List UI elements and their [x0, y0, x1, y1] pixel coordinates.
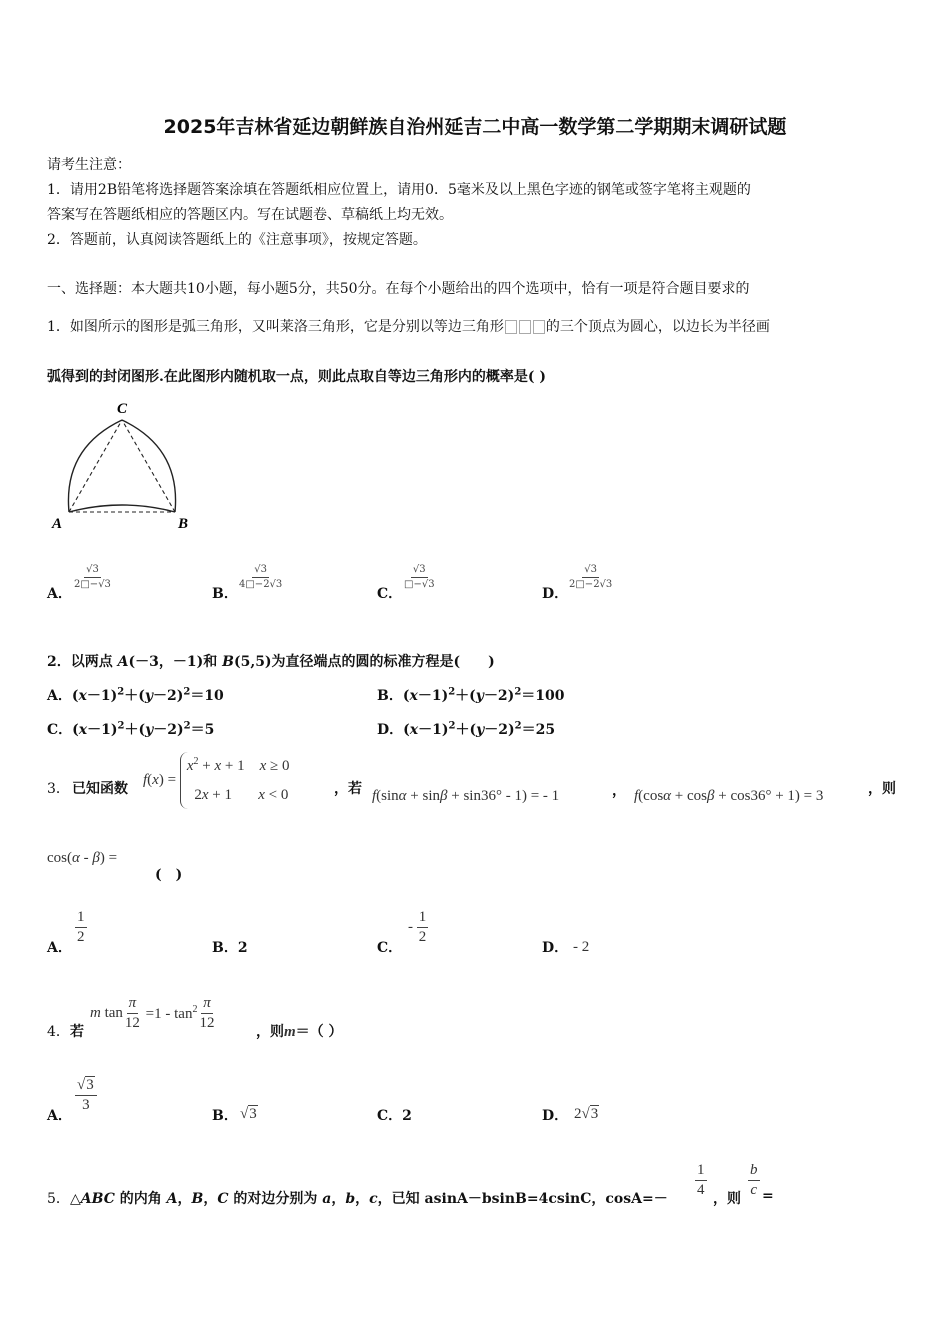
q5-equals: =	[762, 1188, 774, 1204]
q3-ruo: ，若	[334, 781, 362, 797]
q3-number: 3．	[47, 781, 70, 797]
q5-equation: asinA－bsinB=4csinC，cosA=－	[424, 1191, 668, 1207]
q2-option-b-label: B．	[377, 688, 403, 704]
q3-ze: ，则	[868, 781, 896, 797]
q3-option-a-value: $\frac{1}{2}$	[77, 909, 85, 945]
side-ac	[69, 420, 122, 512]
q1-option-c-fraction	[402, 565, 437, 590]
q4-option-c-label: C．	[377, 1108, 403, 1124]
q3-answer-paren: ( )	[155, 867, 183, 883]
q1-option-b-num: √3	[252, 565, 269, 578]
q1-option-d-fraction	[567, 565, 614, 590]
q3-piecewise-function: $f(x) = x^2 + x + 1$ x ≥ 0 2x + 1 x < 0	[143, 752, 290, 809]
q4-option-a-value: $\frac{√3}{3}$	[75, 1078, 97, 1113]
q1-option-a-den: 2□−√3	[74, 579, 111, 590]
q1-option-b-den: 4□−2√3	[239, 579, 283, 590]
q4-equation: m tan $\frac{\pi}{12}$ $=1 - \tan^2$ $\frac{\pi}{12}$	[90, 995, 215, 1031]
q5-stem: △ABC 的内角 A，B，C 的对边分别为 a，b，c，已知 asinA－bsinB=4csinC，cosA=－	[70, 1191, 668, 1207]
q5-fraction-quarter: $\frac{1}{4}$	[697, 1162, 705, 1198]
q1-option-d-num: √3	[582, 565, 599, 578]
q3-option-b	[212, 937, 248, 957]
q4-option-a-label: A．	[47, 1108, 72, 1124]
q3-condition-2: f(cosα + cosβ + cos36° + 1) = 3	[634, 788, 824, 804]
q5-number: 5．	[47, 1191, 70, 1207]
q2-option-a-label: A．	[47, 688, 72, 704]
q4-tail: ＝（ ）	[295, 1024, 343, 1040]
q5-mid: 的内角	[114, 1191, 167, 1207]
side-bc	[122, 420, 175, 512]
q4-option-b-value: √3	[240, 1106, 257, 1122]
notice-line-2: 2．答题前，认真阅读答题纸上的《注意事项》，按规定答题。	[47, 232, 427, 248]
q1-option-a-label: A．	[47, 586, 72, 602]
q4-option-d-label: D．	[542, 1108, 569, 1124]
q2-option-d-label: D．	[377, 722, 404, 738]
arc-ab	[69, 505, 175, 512]
notice-line-1a: 1．请用2B铅笔将选择题答案涂填在答题纸相应位置上，请用0．5毫米及以上黑色字迹的钢笔或签字笔将主观题的	[47, 182, 751, 198]
q5-tail: 的对边分别为	[228, 1191, 323, 1207]
q1-option-b-label: B．	[212, 586, 238, 602]
q2-stem-a: 2．以两点	[47, 654, 118, 670]
vertex-label-b: B	[178, 516, 189, 532]
q4-option-b-label: B．	[212, 1108, 238, 1124]
q1-text-line-1	[47, 316, 770, 336]
q2-option-c-rhs: ＝5	[190, 722, 215, 738]
q5-known: ，已知	[377, 1191, 425, 1207]
q1-option-c-num: √3	[411, 565, 428, 578]
q5-abc: ABC	[80, 1191, 115, 1207]
q1-placeholder-glyphs	[504, 319, 546, 335]
q4-then: ，则	[256, 1024, 284, 1040]
q3-condition-1: f(sinα + sinβ + sin36° - 1) = - 1	[372, 788, 560, 804]
q4-post: ，则m＝（ ）	[256, 1024, 343, 1040]
q2-point-b: B	[222, 654, 234, 670]
q3-option-c-value: - $\frac{1}{2}$	[408, 909, 427, 945]
q1-option-a-num: √3	[84, 565, 101, 578]
q3-option-d-label: D．	[542, 940, 569, 956]
q2-coord-b: (5,5)为直径端点的圆的标准方程是( )	[233, 654, 495, 670]
reuleaux-triangle-figure	[45, 398, 205, 536]
q2-coord-a: (－3，－1)和	[128, 654, 223, 670]
q1-option-b-fraction	[237, 565, 284, 590]
q4-option-c	[377, 1105, 412, 1125]
q1-text-b: 的三个顶点为圆心，以边长为半径画	[545, 319, 770, 335]
notice-line-1b: 答案写在答题纸相应的答题区内。写在试题卷、草稿纸上均无效。	[47, 207, 453, 223]
q5-fraction-b-over-c: $\frac{b}{c}$	[750, 1162, 758, 1198]
q2-option-c-label: C．	[47, 722, 73, 738]
q3-option-c-label: C．	[377, 940, 403, 956]
q4-option-c-value: 2	[402, 1108, 412, 1124]
q1-option-d-den: 2□−2√3	[569, 579, 613, 590]
q2-option-a-rhs: ＝10	[190, 688, 224, 704]
q1-option-c-label: C．	[377, 586, 403, 602]
q1-option-a-fraction	[72, 565, 113, 590]
page-title: 2025年吉林省延边朝鲜族自治州延吉二中高一数学第二学期期末调研试题	[163, 116, 787, 138]
q3-option-b-value: 2	[237, 940, 248, 956]
q2-option-d: D．$(x-1)^2+(y-2)^2=25$	[377, 720, 556, 738]
vertex-label-a: A	[52, 516, 63, 532]
q1-option-d-label: D．	[542, 586, 569, 602]
q3-option-a-label: A．	[47, 940, 72, 956]
q4-pre: 若	[70, 1024, 84, 1040]
q2-option-b-rhs: ＝100	[521, 688, 565, 704]
q1-text-a: 1．如图所示的图形是弧三角形，又叫莱洛三角形，它是分别以等边三角形	[47, 319, 504, 335]
q2-point-a: A	[117, 654, 129, 670]
q2-stem	[47, 651, 495, 671]
q2-option-d-rhs: ＝25	[521, 722, 556, 738]
q5-triangle: △	[70, 1191, 81, 1207]
q1-option-c-den: □−√3	[404, 579, 435, 590]
q2-option-a: A．$(x-1)^2+(y-2)^2=10$	[47, 686, 224, 704]
q4-number: 4．	[47, 1024, 70, 1040]
q3-option-d-value: - 2	[573, 939, 590, 955]
q4-option-d-value: 2√3	[574, 1106, 599, 1122]
vertex-label-c: C	[117, 401, 128, 417]
q1-text-line-2: 弧得到的封闭图形.在此图形内随机取一点，则此点取自等边三角形内的概率是( )	[47, 369, 546, 385]
q5-then: ，则	[713, 1191, 741, 1207]
q3-comma: ，	[612, 783, 626, 799]
q2-option-b: B．$(x-1)^2+(y-2)^2=100$	[377, 686, 565, 704]
q2-option-c: C．$(x-1)^2+(y-2)^2=5$	[47, 720, 215, 738]
notice-heading: 请考生注意：	[47, 157, 131, 173]
q3-option-b-label: B．	[212, 940, 238, 956]
section-heading: 一、选择题：本大题共10小题，每小题5分，共50分。在每个小题给出的四个选项中，恰有一项是符合题目要求的	[47, 281, 750, 297]
q3-target-expression: cos(α - β) =	[47, 850, 118, 866]
q3-pre: 已知函数	[72, 781, 128, 797]
